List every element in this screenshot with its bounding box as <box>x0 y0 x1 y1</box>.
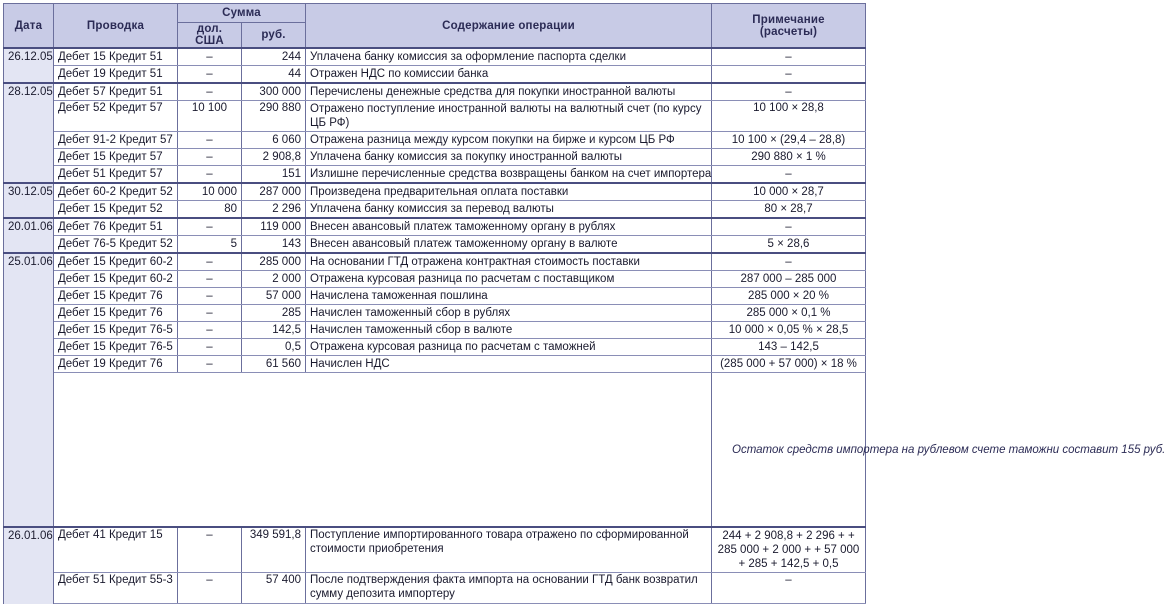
row-entry: Дебет 76-5 Кредит 52 <box>54 236 178 254</box>
row-entry: Дебет 57 Кредит 51 <box>54 83 178 101</box>
row-rub: 2 296 <box>242 201 306 219</box>
row-rub: 2 000 <box>242 271 306 288</box>
row-note: 10 100 × (29,4 – 28,8) <box>712 132 866 149</box>
row-rub: 0,5 <box>242 339 306 356</box>
row-usd: – <box>178 218 242 236</box>
row-desc: Внесен авансовый платеж таможенному органу в валюте <box>306 236 712 254</box>
row-entry: Дебет 41 Кредит 15 <box>54 527 178 573</box>
row-rub: 142,5 <box>242 322 306 339</box>
row-note: 285 000 × 20 % <box>712 288 866 305</box>
row-usd: 80 <box>178 201 242 219</box>
row-usd: 10 000 <box>178 183 242 201</box>
row-rub: 57 000 <box>242 288 306 305</box>
accounting-entries-table <box>3 3 1165 604</box>
col-rub: руб. <box>242 23 306 49</box>
table-row <box>4 322 866 339</box>
summary-text: Остаток средств импортера на рублевом счете таможни составит 155 руб. <box>712 373 866 528</box>
row-desc: Произведена предварительная оплата поставки <box>306 183 712 201</box>
table-row <box>4 339 866 356</box>
row-desc: Уплачена банку комиссия за оформление паспорта сделки <box>306 48 712 66</box>
table-row <box>4 573 866 604</box>
row-rub: 285 <box>242 305 306 322</box>
row-rub: 61 560 <box>242 356 306 373</box>
row-entry: Дебет 19 Кредит 76 <box>54 356 178 373</box>
row-entry: Дебет 15 Кредит 57 <box>54 149 178 166</box>
row-usd: – <box>178 356 242 373</box>
row-note: – <box>712 218 866 236</box>
row-entry: Дебет 15 Кредит 60-2 <box>54 271 178 288</box>
row-usd: – <box>178 527 242 573</box>
row-usd: – <box>178 48 242 66</box>
table-row <box>4 271 866 288</box>
table-row <box>4 183 866 201</box>
table-row <box>4 356 866 373</box>
row-desc: Отражен НДС по комиссии банка <box>306 66 712 84</box>
table-row <box>4 527 866 573</box>
row-note: 285 000 × 0,1 % <box>712 305 866 322</box>
row-entry: Дебет 15 Кредит 76 <box>54 288 178 305</box>
row-usd: – <box>178 253 242 271</box>
row-note: – <box>712 48 866 66</box>
row-note: 244 + 2 908,8 + 2 296 + + 285 000 + 2 000 + + 57 000 + 285 + 142,5 + 0,5 <box>712 527 866 573</box>
row-date: 26.12.05 <box>4 48 54 83</box>
col-content: Содержание операции <box>306 4 712 49</box>
row-entry: Дебет 15 Кредит 51 <box>54 48 178 66</box>
table-row <box>4 218 866 236</box>
table-row <box>4 253 866 271</box>
row-note: – <box>712 66 866 84</box>
row-note: 5 × 28,6 <box>712 236 866 254</box>
row-date: 20.01.06 <box>4 218 54 253</box>
row-entry: Дебет 19 Кредит 51 <box>54 66 178 84</box>
row-desc: Отражено поступление иностранной валюты на валютный счет (по курсу ЦБ РФ) <box>306 101 712 132</box>
table-row <box>4 83 866 101</box>
row-note: 290 880 × 1 % <box>712 149 866 166</box>
col-usd: дол. США <box>178 23 242 49</box>
row-rub: 44 <box>242 66 306 84</box>
row-entry: Дебет 15 Кредит 76-5 <box>54 339 178 356</box>
row-rub: 290 880 <box>242 101 306 132</box>
row-date: 28.12.05 <box>4 83 54 183</box>
row-usd: – <box>178 271 242 288</box>
row-desc: После подтверждения факта импорта на основании ГТД банк возвратил сумму депозита импортеру <box>306 573 712 604</box>
table-row <box>4 149 866 166</box>
row-usd: – <box>178 305 242 322</box>
row-usd: – <box>178 66 242 84</box>
row-usd: – <box>178 573 242 604</box>
row-rub: 300 000 <box>242 83 306 101</box>
table-row <box>4 132 866 149</box>
row-usd: – <box>178 83 242 101</box>
row-note: 10 000 × 28,7 <box>712 183 866 201</box>
table-row <box>4 66 866 84</box>
row-desc: Отражена курсовая разница по расчетам с поставщиком <box>306 271 712 288</box>
row-entry: Дебет 15 Кредит 76-5 <box>54 322 178 339</box>
row-entry: Дебет 76 Кредит 51 <box>54 218 178 236</box>
row-desc: Уплачена банку комиссия за перевод валюты <box>306 201 712 219</box>
row-entry: Дебет 51 Кредит 55-3 <box>54 573 178 604</box>
table-row <box>4 236 866 254</box>
row-rub: 119 000 <box>242 218 306 236</box>
table-row <box>4 48 866 66</box>
row-entry: Дебет 15 Кредит 60-2 <box>54 253 178 271</box>
row-usd: – <box>178 132 242 149</box>
row-rub: 349 591,8 <box>242 527 306 573</box>
summary-row <box>4 373 866 528</box>
col-entry: Проводка <box>54 4 178 49</box>
row-entry: Дебет 91-2 Кредит 57 <box>54 132 178 149</box>
row-note: – <box>712 573 866 604</box>
row-desc: Отражена курсовая разница по расчетам с таможней <box>306 339 712 356</box>
row-desc: Начислен таможенный сбор в валюте <box>306 322 712 339</box>
row-rub: 143 <box>242 236 306 254</box>
row-desc: Уплачена банку комиссия за покупку иностранной валюты <box>306 149 712 166</box>
row-desc: Начислен таможенный сбор в рублях <box>306 305 712 322</box>
row-usd: 10 100 <box>178 101 242 132</box>
table-row <box>4 166 866 184</box>
row-note: 10 100 × 28,8 <box>712 101 866 132</box>
row-desc: Отражена разница между курсом покупки на бирже и курсом ЦБ РФ <box>306 132 712 149</box>
row-usd: – <box>178 149 242 166</box>
row-entry: Дебет 52 Кредит 57 <box>54 101 178 132</box>
row-entry: Дебет 15 Кредит 76 <box>54 305 178 322</box>
row-desc: Перечислены денежные средства для покупки иностранной валюты <box>306 83 712 101</box>
col-date: Дата <box>4 4 54 49</box>
table-row <box>4 101 866 132</box>
row-desc: Начислена таможенная пошлина <box>306 288 712 305</box>
row-note: 80 × 28,7 <box>712 201 866 219</box>
table-row <box>4 305 866 322</box>
row-note: 287 000 – 285 000 <box>712 271 866 288</box>
row-date: 25.01.06 <box>4 253 54 527</box>
row-usd: 5 <box>178 236 242 254</box>
row-rub: 285 000 <box>242 253 306 271</box>
row-entry: Дебет 60-2 Кредит 52 <box>54 183 178 201</box>
row-rub: 287 000 <box>242 183 306 201</box>
row-rub: 6 060 <box>242 132 306 149</box>
row-desc: Поступление импортированного товара отражено по сформированной стоимости приобретения <box>306 527 712 573</box>
row-entry: Дебет 51 Кредит 57 <box>54 166 178 184</box>
table-row <box>4 288 866 305</box>
row-desc: Начислен НДС <box>306 356 712 373</box>
row-note: (285 000 + 57 000) × 18 % <box>712 356 866 373</box>
row-desc: Излишне перечисленные средства возвращены банком на счет импортера <box>306 166 712 184</box>
row-rub: 2 908,8 <box>242 149 306 166</box>
row-desc: Внесен авансовый платеж таможенному органу в рублях <box>306 218 712 236</box>
row-note: – <box>712 253 866 271</box>
row-note: 143 – 142,5 <box>712 339 866 356</box>
row-rub: 57 400 <box>242 573 306 604</box>
row-usd: – <box>178 166 242 184</box>
row-usd: – <box>178 288 242 305</box>
row-date: 26.01.06 <box>4 527 54 604</box>
row-note: 10 000 × 0,05 % × 28,5 <box>712 322 866 339</box>
row-usd: – <box>178 339 242 356</box>
table-row <box>4 201 866 219</box>
table-body <box>4 48 1165 604</box>
row-desc: На основании ГТД отражена контрактная стоимость поставки <box>306 253 712 271</box>
row-rub: 151 <box>242 166 306 184</box>
col-note: Примечание (расчеты) <box>712 4 866 49</box>
table-header <box>4 4 866 49</box>
col-sum: Сумма <box>178 4 306 23</box>
row-rub: 244 <box>242 48 306 66</box>
row-date: 30.12.05 <box>4 183 54 218</box>
row-entry: Дебет 15 Кредит 52 <box>54 201 178 219</box>
row-note: – <box>712 83 866 101</box>
row-note: – <box>712 166 866 184</box>
row-usd: – <box>178 322 242 339</box>
